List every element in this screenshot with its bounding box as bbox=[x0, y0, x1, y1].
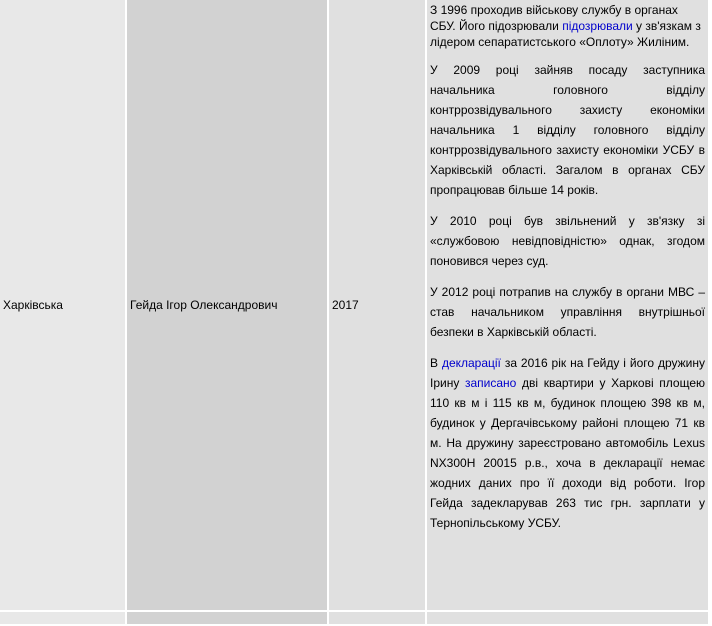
bio-p1-text-1: З 1996 проходив військову службу в органах СБУ. Його підозрювали bbox=[430, 3, 678, 33]
bio-cell bbox=[427, 0, 708, 610]
declaration-link[interactable]: декларації bbox=[441, 356, 501, 370]
region-cell bbox=[0, 0, 125, 610]
name-cell bbox=[127, 0, 327, 610]
bio-paragraph-3: У 2010 році був звільнений у зв'язку зі «службовою невідповідністю» однак, згодом поновився через суд. bbox=[430, 214, 705, 268]
bio-paragraph-1 bbox=[430, 2, 705, 50]
bio-paragraph-4: У 2012 році потрапив на службу в органи МВС – став начальником управління внутрішньої безпеки в Харківській області. bbox=[430, 285, 705, 339]
bio-p1-text-2: у зв'язкам з лідером сепаратистського «Оплоту» Жиліним. bbox=[430, 19, 701, 49]
bio-p5-text-1: В bbox=[430, 356, 442, 370]
bio-paragraph-2: У 2009 році зайняв посаду заступника начальника головного відділу контррозвідувального захисту економіки начальника 1 відділу головного відділу контррозвідувального захисту економіки УСБУ в Харківській області. Загалом в органах СБУ пропрацював більше 14 років. bbox=[430, 63, 705, 197]
bio-paragraph-5 bbox=[430, 353, 705, 533]
name-text: Гейда Ігор Олександрович bbox=[130, 298, 278, 312]
recorded-link[interactable]: записано bbox=[465, 376, 517, 390]
bio-p5-text-3: дві квартири у Харкові площею 110 кв м і 115 кв м, будинок площею 398 кв м, будинок у Дергачівському районі площею 71 кв м. На дружину зареєстровано автомобіль Lexus NX300H 20015 р.в., хоча в декларації немає жодних даних про її доходи від роботи. Ігор Гейда задекларував 263 тис грн. зарплати у Тернопільському УСБУ. bbox=[430, 376, 705, 530]
year-text: 2017 bbox=[332, 298, 359, 312]
year-cell bbox=[329, 0, 425, 610]
region-text: Харківська bbox=[3, 298, 63, 312]
suspected-link[interactable]: підозрювали bbox=[562, 19, 633, 33]
bio-p5-text-2: за 2016 рік на Гейду і його дружину Ірину bbox=[430, 356, 705, 390]
